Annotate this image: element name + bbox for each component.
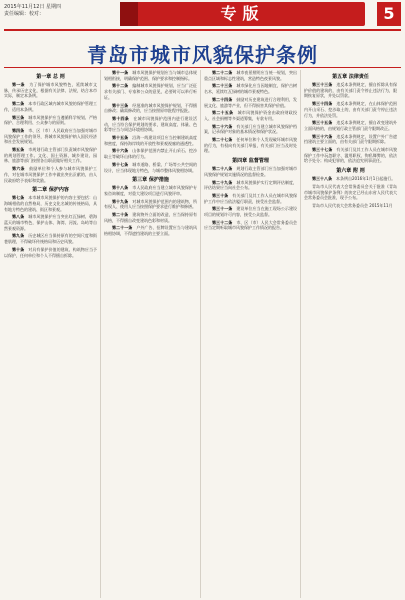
- article-paragraph: [204, 166, 297, 177]
- article-paragraph: [204, 97, 297, 108]
- chapter-heading: 第五章 法律责任: [332, 74, 369, 80]
- paragraph-text: 本市行政区域内城市风貌的保护管理工作，适用本条例。: [4, 101, 97, 112]
- paragraph-text: 城市绿化应当因地制宜，保护古树名木，延续红瓦绿树的城市景观特色。: [204, 83, 297, 95]
- paragraph-text: 城市风貌保护应当突出红瓦绿树、碧海蓝天的城市特色，保护山体、海湾、河流、岛屿等自然景观资源。: [4, 214, 97, 231]
- article-number: 第十条: [12, 246, 25, 252]
- article-number: 第十六条: [112, 148, 129, 154]
- article-number: 第七条: [12, 195, 25, 201]
- article-number: 第十七条: [112, 161, 129, 167]
- article-paragraph: [104, 225, 197, 236]
- article-number: 第十三条: [112, 102, 129, 108]
- article-number: 第十九条: [112, 198, 129, 204]
- article-number: 第二十九条: [212, 179, 233, 185]
- paragraph-text: 城市风貌保护应当遵循科学规划、严格保护、合理利用、公众参与的原则。: [4, 114, 97, 126]
- article-paragraph: [4, 128, 97, 145]
- article-number: 第三十一条: [212, 206, 233, 212]
- section-banner: [120, 2, 365, 26]
- article-number: 第二十八条: [212, 166, 233, 172]
- paragraph-text: 对城市风貌保护范围内的建筑物，所有权人、使用人应当按照保护要求进行维护和修缮。: [104, 198, 197, 210]
- article-number: 第三十五条: [312, 120, 333, 126]
- article-headline: 青岛市城市风貌保护条例: [87, 43, 318, 67]
- article-number: 第四条: [12, 127, 25, 133]
- article-paragraph: [204, 180, 297, 191]
- paragraph-text: 有关部门及其工作人员在城市风貌保护工作中玩忽职守、滥用职权、徇私舞弊的，依法给予处分；构成犯罪的，依法追究刑事责任。: [304, 147, 397, 164]
- issue-meta: [4, 4, 61, 18]
- article-number: 第十一条: [112, 70, 129, 75]
- paragraph-text: 城市风貌保护实行定期评估制度，评估结果应当向社会公布。: [204, 179, 297, 191]
- article-number: 第二十六条: [212, 123, 233, 129]
- paragraph-text: 市规划行政主管部门负责城市风貌保护的规划管理工作。文化、国土资源、城乡建设、园林、旅游等部门按照各自职责做好相关工作。: [4, 147, 97, 164]
- article-number: 第二条: [12, 101, 25, 107]
- page-number: 5: [377, 2, 401, 26]
- article-paragraph: [304, 120, 397, 131]
- article-number: 第二十二条: [212, 70, 233, 75]
- article-number: 第五条: [12, 147, 25, 153]
- article-paragraph: [104, 212, 197, 223]
- chapter-heading: 第二章 保护内容: [32, 187, 69, 194]
- article-paragraph: [4, 195, 97, 212]
- column-1: [4, 70, 97, 598]
- article-number: 第一条: [12, 82, 25, 87]
- section-title: 专版: [220, 4, 265, 23]
- article-number: 第三十条: [212, 192, 229, 198]
- article-paragraph: [4, 233, 97, 244]
- paragraph-text: 户外广告、招牌设置应当与建筑风格相协调，不得遮挡建筑的主要立面。: [104, 225, 197, 237]
- paragraph-text: 任何单位和个人发现破坏城市风貌的行为，有权向有关部门举报，有关部门应当及时处理。: [204, 137, 297, 154]
- paragraph-text: 青岛市人民代表大会常务委员会关于批准《青岛市城市风貌保护条例》的决定已经山东省人民代表大会常务委员会批准，现予公布。: [304, 183, 397, 201]
- article-paragraph: [304, 176, 397, 182]
- article-paragraph: [4, 147, 97, 164]
- article-paragraph: [104, 148, 197, 159]
- article-number: 第二十四条: [212, 96, 233, 102]
- article-paragraph: [204, 124, 297, 135]
- paragraph-text: 城市道路、桥梁、广场等公共空间的设计，应当体现地方特色，与城市整体风貌相协调。: [104, 161, 197, 173]
- paragraph-text: 城市风貌保护规划应当与城市总体规划相衔接，明确保护范围、保护要求和控制指标。: [104, 70, 197, 81]
- paragraph-text: 为了保护城市风貌特色，延续城市文脉，传承历史文化，根据有关法律、法规，结合本市实际，制定本条例。: [4, 82, 97, 99]
- article-number: 第八条: [12, 214, 25, 220]
- article-number: 第三十七条: [312, 147, 333, 153]
- column-2: [104, 70, 197, 598]
- paragraph-text: 鼓励单位和个人参与城市风貌保护工作，对在城市风貌保护工作中做出突出贡献的，由人民政府给予表彰和奖励。: [4, 166, 97, 183]
- column-divider: [200, 70, 201, 598]
- paragraph-text: 有关部门及其工作人员在城市风貌保护工作中应当依法履行职责，接受社会监督。: [204, 192, 297, 204]
- paragraph-text: 对具有保护价值的建筑、构筑物应当予以保护，任何单位和个人不得擅自拆除。: [4, 246, 97, 258]
- article-number: 第三十三条: [312, 82, 333, 87]
- article-paragraph: [304, 82, 397, 99]
- paragraph-text: 市、区（市）人民大会常务委员会应当定期听取城市风貌保护工作情况的报告。: [204, 219, 297, 231]
- article-paragraph: [4, 166, 97, 183]
- chapter-heading: 第三章 保护措施: [132, 177, 169, 184]
- article-number: 第二十三条: [212, 83, 233, 89]
- article-paragraph: [204, 70, 297, 81]
- article-number: 第二十条: [112, 212, 129, 218]
- article-paragraph: [104, 116, 197, 133]
- paragraph-text: 违反本条例规定，擅自改变建筑外立面风格的，由规划行政主管部门责令限期改正。: [304, 120, 397, 131]
- paragraph-text: 山体保护范围内禁止开山采石、挖沙取土等破坏山体的行为。: [104, 148, 197, 160]
- paragraph-text: 城市风貌保护资金由政府财政投入、社会捐赠等多渠道筹集，专款专用。: [204, 110, 297, 121]
- article-paragraph: [104, 83, 197, 100]
- article-number: 第三十八条: [312, 176, 332, 182]
- paragraph-text: 本市城市风貌保护的内容主要包括：山海城相依的自然格局，历史文化名城的传统格局，具有地方特色的建筑、街区和景观。: [4, 195, 97, 212]
- headline-rule: [4, 67, 401, 68]
- article-number: 第三十二条: [212, 219, 233, 225]
- issue-date: 2015年11月12日 星期四: [4, 4, 62, 10]
- column-divider: [100, 70, 101, 598]
- article-paragraph: [304, 147, 397, 164]
- article-paragraph: [104, 135, 197, 146]
- masthead: [0, 0, 405, 30]
- paragraph-text: 历史城区应当保持原有的空间尺度和街巷肌理，不得破坏传统格局和历史风貌。: [4, 233, 97, 245]
- article-paragraph: [104, 103, 197, 114]
- paragraph-text: 编制城市风貌保护规划，应当广泛征求有关部门、专家和公众的意见，必要时可以举行听证。: [104, 83, 197, 100]
- column-4: [304, 70, 397, 598]
- article-number: 第三十四条: [312, 101, 333, 107]
- article-paragraph: [104, 162, 197, 173]
- paragraph-text: 建筑物外立面的改造，应当保持原有风格，不得擅自改变建筑色彩和材质。: [104, 212, 197, 223]
- chapter-heading: 第一章 总 则: [36, 74, 65, 80]
- article-number: 第十八条: [112, 185, 129, 191]
- article-number: 第二十一条: [112, 225, 133, 231]
- column-divider: [300, 70, 301, 598]
- article-paragraph: [304, 184, 397, 201]
- chapter-heading: 第六章 附 则: [336, 168, 365, 175]
- paragraph-text: 规划行政主管部门应当加强对城市风貌保护规划实施情况的监督检查。: [204, 166, 297, 177]
- paragraph-text: 市人民政府应当建立城市风貌保护专家咨询制度，对重大建设项目进行风貌评审。: [104, 185, 197, 196]
- article-paragraph: [4, 82, 97, 99]
- column-3: [204, 70, 297, 598]
- article-number: 第三十六条: [312, 133, 333, 139]
- article-paragraph: [204, 206, 297, 217]
- paragraph-text: 违反本条例规定，设置户外广告遮挡建筑主要立面的，由有关部门责令限期拆除。: [304, 133, 397, 145]
- paragraph-text: 鼓励对历史建筑进行合理利用，发展文化、旅游等产业，但不得损害其保护价值。: [204, 96, 297, 108]
- article-number: 第三条: [12, 114, 25, 120]
- paragraph-text: 违反本条例规定，在山体保护范围内开山采石、挖沙取土的，由有关部门责令停止违法行为，并依法处罚。: [304, 101, 397, 118]
- paragraph-text: 本条例自2016年1月1日起施行。: [336, 176, 396, 182]
- article-paragraph: [204, 110, 297, 121]
- article-paragraph: [304, 203, 397, 209]
- paragraph-text: 违反本条例规定，擅自拆除具有保护价值的建筑的，由有关部门责令停止违法行为，限期恢复原状，并处以罚款。: [304, 82, 397, 99]
- article-paragraph: [104, 199, 197, 210]
- article-number: 第十五条: [112, 135, 129, 141]
- article-paragraph: [4, 115, 97, 126]
- article-paragraph: [204, 137, 297, 154]
- paragraph-text: 经批准的城市风貌保护规划，不得擅自修改；确需修改的，应当按照原审批程序报批。: [104, 102, 197, 114]
- article-paragraph: [204, 220, 297, 231]
- article-number: 第六条: [12, 166, 25, 172]
- paragraph-text: 沿海一线建设项目应当控制建筑高度和密度，保持海岸线的开放性和景观视廊的通透性。: [104, 135, 197, 146]
- article-paragraph: [104, 70, 197, 81]
- article-paragraph: [204, 83, 297, 94]
- article-number: 第二十五条: [212, 110, 234, 116]
- article-number: 第十四条: [112, 115, 130, 121]
- article-paragraph: [304, 101, 397, 118]
- chapter-heading: 第四章 监督管理: [232, 158, 269, 165]
- paragraph-text: 青岛市人民代表大会常务委员会 2015年11月: [312, 202, 393, 208]
- paragraph-text: 城市夜景照明应当统一规划，突出重点区域和标志性建筑，营造特色夜景风貌。: [204, 70, 297, 81]
- article-paragraph: [204, 193, 297, 204]
- article-paragraph: [304, 134, 397, 145]
- article-number: 第二十七条: [212, 137, 233, 143]
- paragraph-text: 在城市风貌保护范围内进行建设活动，应当符合保护规划的要求，建筑高度、体量、色彩等应当与周边环境相协调。: [104, 115, 197, 133]
- header-rule: [4, 29, 401, 31]
- article-paragraph: [4, 101, 97, 112]
- article-number: 第十二条: [112, 83, 129, 89]
- paragraph-text: 建设单位应当在施工现场公示建设项目的规划许可内容，接受公众监督。: [204, 206, 297, 218]
- paragraph-text: 市、区（市）人民政府应当加强对城市风貌保护工作的领导，将城市风貌保护纳入国民经济和社会发展规划。: [4, 127, 97, 145]
- article-paragraph: [4, 214, 97, 231]
- article-number: 第九条: [12, 233, 25, 239]
- article-body: [4, 70, 401, 598]
- paragraph-text: 有关部门应当建立城市风貌保护档案，记录保护对象的基本情况和保护状况。: [204, 123, 297, 135]
- issue-editor: 责任编辑：校对：: [4, 11, 45, 17]
- article-paragraph: [104, 185, 197, 196]
- article-paragraph: [4, 247, 97, 258]
